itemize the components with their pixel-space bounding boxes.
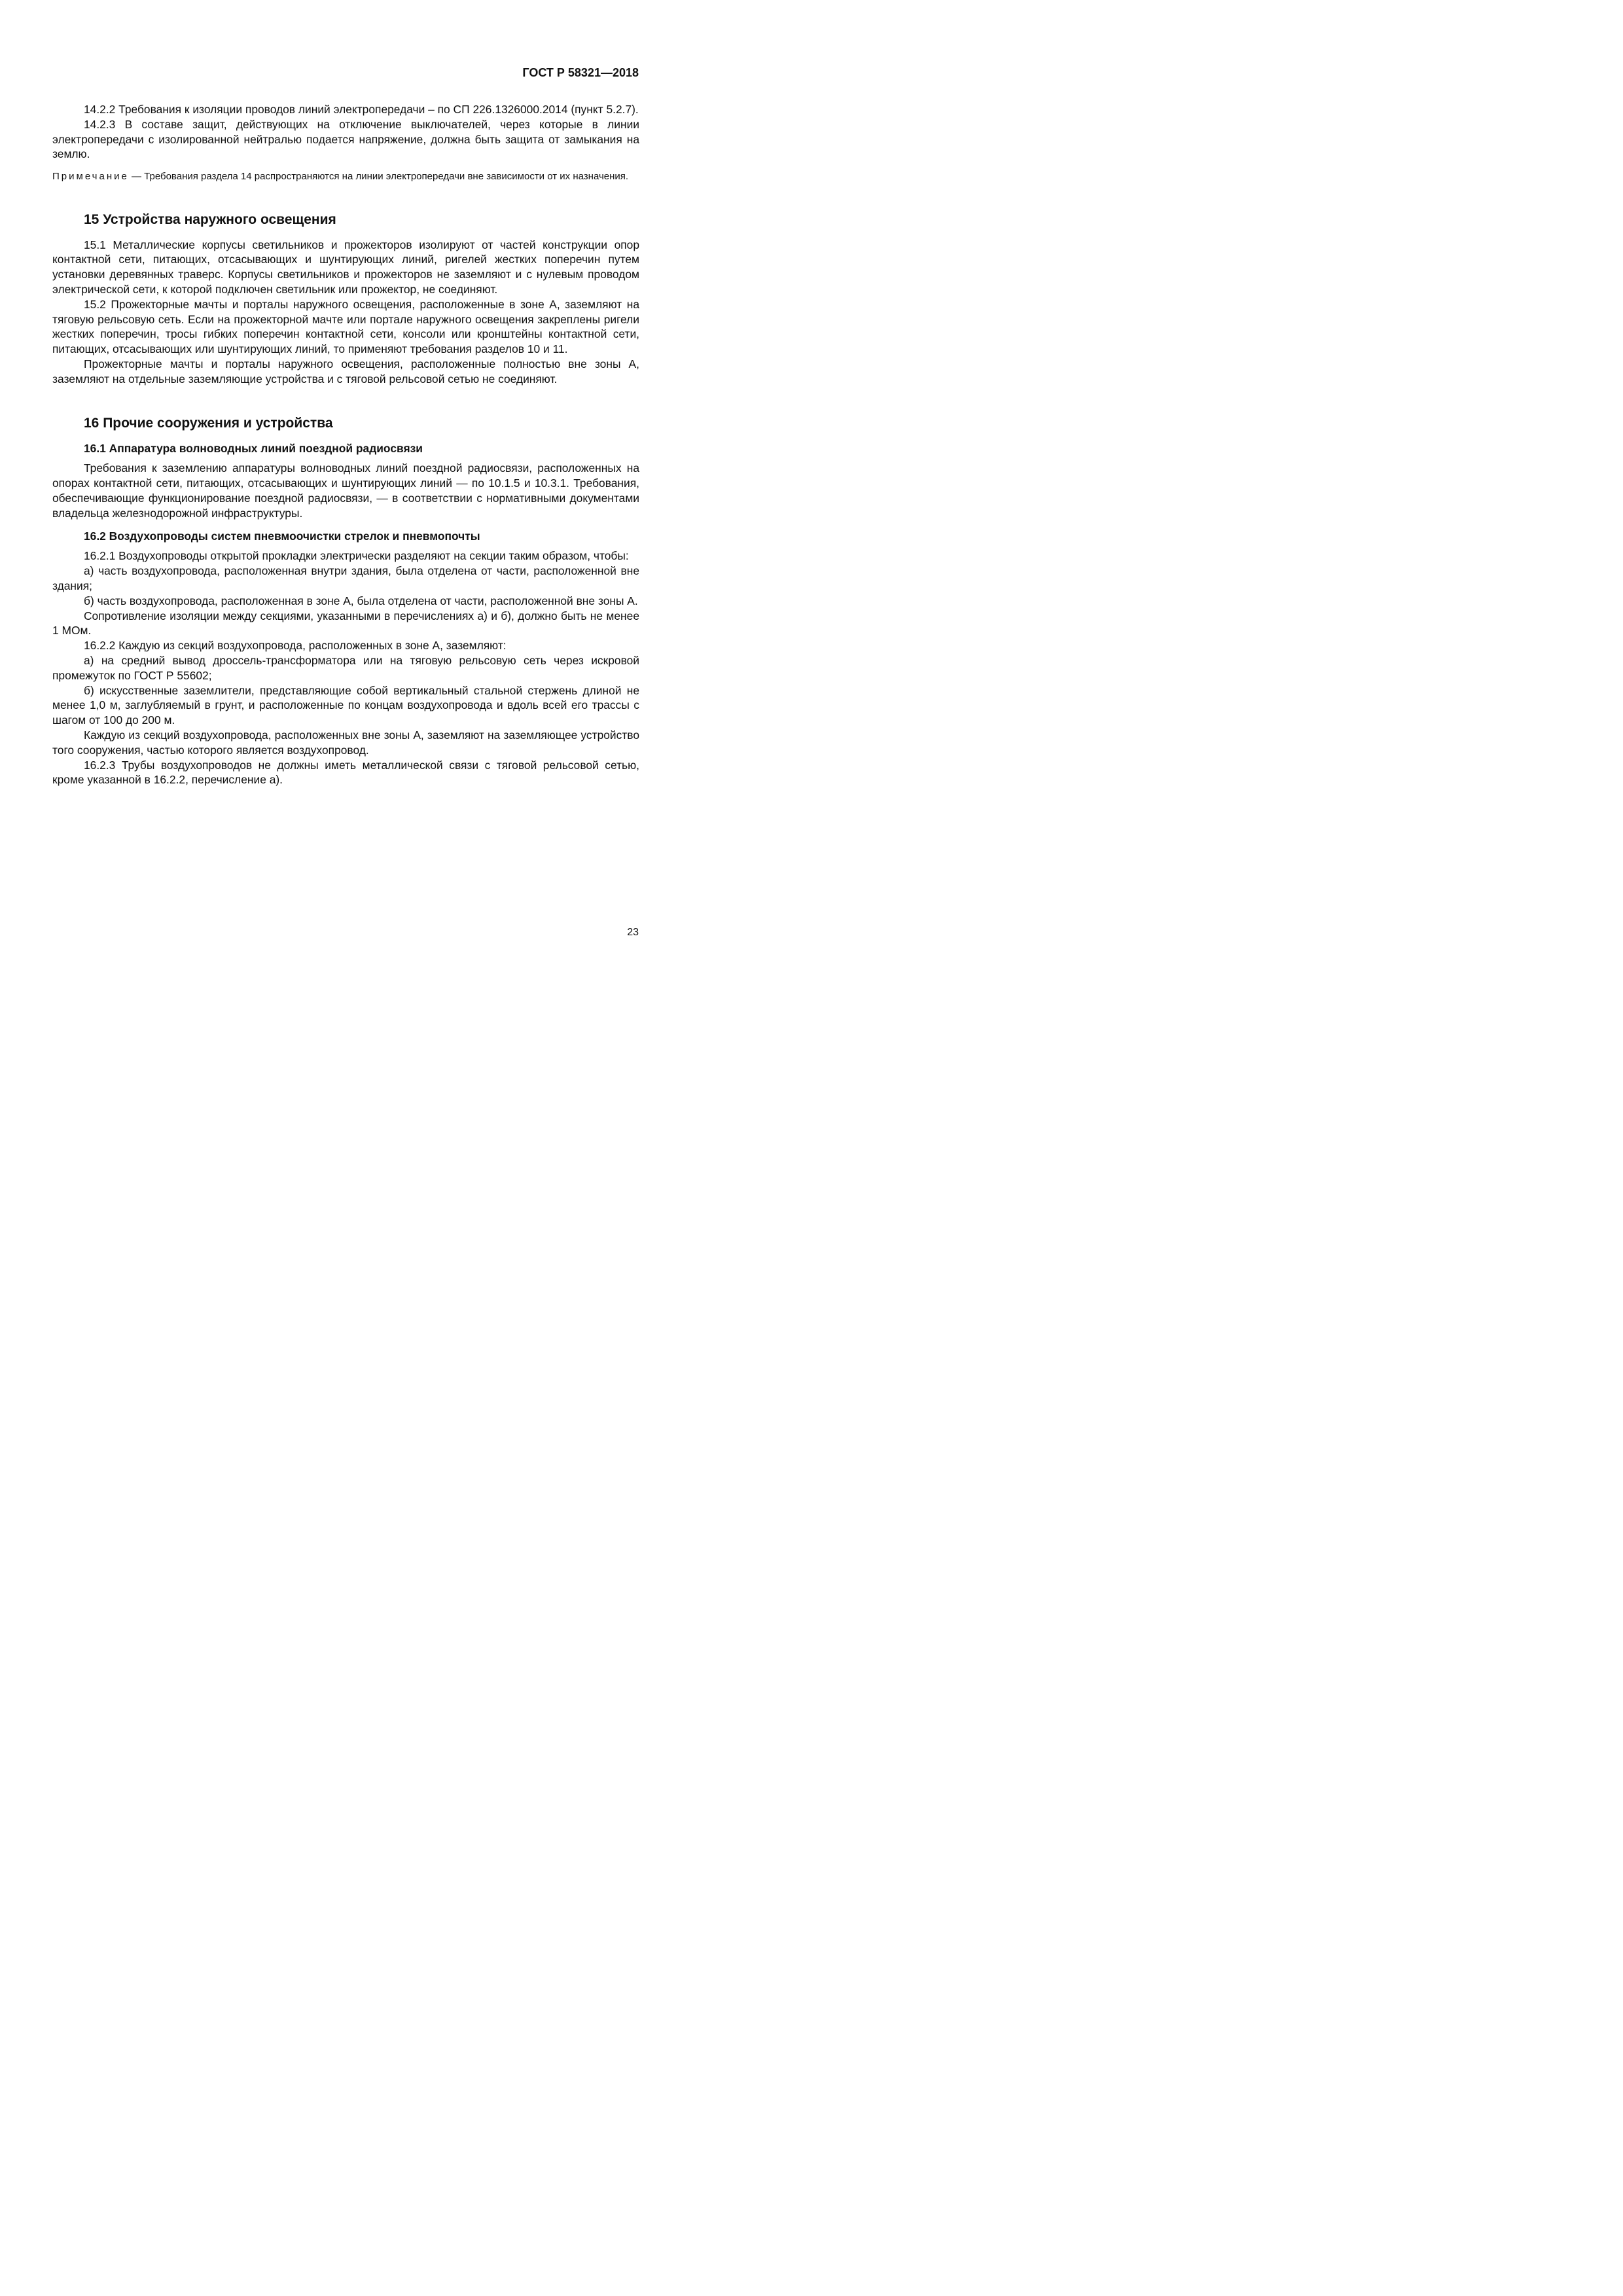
note-label: Примечание	[52, 171, 129, 183]
paragraph-15-2: 15.2 Прожекторные мачты и порталы наружного освещения, расположенные в зоне А, заземляют на тяговую рельсовую сеть. Если на прожекторной мачте или портале наружного освещения закреплены ригели жестких поперечин, тросы гибких поперечин контактной сети, консоли или кронштейны контактной сети, питающих, отсасывающих или шунтирующих линий, то применяют требования разделов 10 и 11.	[52, 297, 639, 356]
subsection-16-2-title: 16.2 Воздухопроводы систем пневмоочистки стрелок и пневмопочты	[84, 529, 480, 543]
section-16-title: 16 Прочие сооружения и устройства	[84, 415, 333, 431]
paragraph-16-2-2: 16.2.2 Каждую из секций воздухопровода, расположенных в зоне А, заземляют:	[84, 639, 507, 653]
document-page	[0, 0, 721, 1019]
paragraph-insulation: Сопротивление изоляции между секциями, указанными в перечислениях а) и б), должно быть не менее 1 МОм.	[52, 609, 639, 637]
doc-code-header: ГОСТ Р 58321—2018	[522, 66, 639, 79]
paragraph-14-2-3: 14.2.3 В составе защит, действующих на отключение выключателей, через которые в линии электропередачи с изолированной нейтралью подается напряжение, должна быть защита от замыкания на землю.	[52, 117, 639, 161]
paragraph-15-2-cont: Прожекторные мачты и порталы наружного освещения, расположенные полностью вне зоны А, заземляют на отдельные заземляющие устройства и с тяговой рельсовой сетью не соединяют.	[52, 357, 639, 386]
section-15-title: 15 Устройства наружного освещения	[84, 211, 336, 227]
paragraph-16-1: Требования к заземлению аппаратуры волноводных линий поездной радиосвязи, расположенных на опорах контактной сети, питающих, отсасывающих и шунтирующих линий — по 10.1.5 и 10.3.1. Требования, обеспечивающие функционирование поездной радиосвязи, — в соответствии с нормативными документами владельца железнодорожной инфраструктуры.	[52, 461, 639, 520]
subsection-16-1-title: 16.1 Аппаратура волноводных линий поездной радиосвязи	[84, 441, 423, 455]
paragraph-16-2-1: 16.2.1 Воздухопроводы открытой прокладки электрически разделяют на секции таким образом, чтобы:	[84, 549, 629, 563]
document-body	[52, 102, 639, 787]
paragraph-outside-zone: Каждую из секций воздухопровода, расположенных вне зоны А, заземляют на заземляющее устройство того сооружения, частью которого является воздухопровод.	[52, 728, 639, 757]
paragraph-15-1: 15.1 Металлические корпусы светильников и прожекторов изолируют от частей конструкции опор контактной сети, питающих, отсасывающих и шунтирующих линий, ригелей жестких поперечин путем установки деревянных траверс. Корпусы светильников и прожекторов не заземляют и с нулевым проводом электрической сети, к которой подключен светильник или прожектор, не соединяют.	[52, 238, 639, 296]
page-number: 23	[627, 927, 639, 938]
list-item-a-2: а) на средний вывод дроссель-трансформатора или на тяговую рельсовую сеть через искровой промежуток по ГОСТ Р 55602;	[52, 654, 639, 682]
note	[52, 170, 639, 183]
note-text: — Требования раздела 14 распространяются на линии электропередачи вне зависимости от их назначения.	[128, 171, 629, 183]
list-item-b-2: б) искусственные заземлители, представляющие собой вертикальный стальной стержень длиной не менее 1,0 м, заглубляемый в грунт, и расположенные по концам воздухопровода и вдоль всей его трассы с шагом от 100 до 200 м.	[52, 683, 639, 727]
paragraph-16-2-3: 16.2.3 Трубы воздухопроводов не должны иметь металлической связи с тяговой рельсовой сетью, кроме указанной в 16.2.2, перечисление а).	[52, 758, 639, 787]
list-item-b: б) часть воздухопровода, расположенная в зоне А, была отделена от части, расположенной вне зоны А.	[84, 594, 638, 607]
list-item-a: а) часть воздухопровода, расположенная внутри здания, была отделена от части, расположенной вне здания;	[52, 564, 639, 593]
paragraph-14-2-2: 14.2.2 Требования к изоляции проводов линий электропередачи – по СП 226.1326000.2014 (пункт 5.2.7).	[84, 103, 639, 116]
